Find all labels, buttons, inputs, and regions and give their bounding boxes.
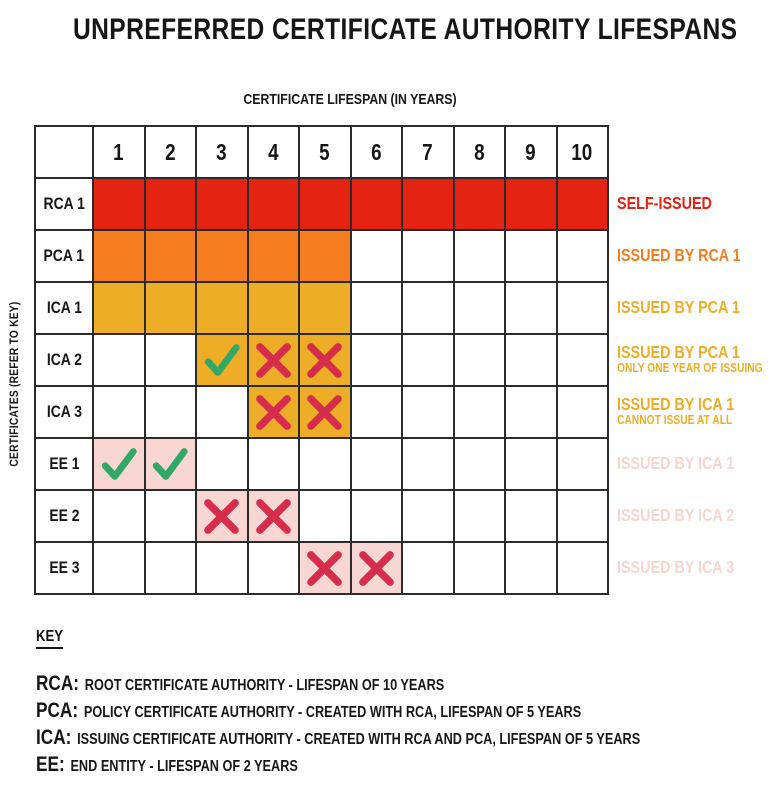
grid-cell [197, 439, 249, 491]
grid-cell [506, 387, 558, 439]
row-annotation-text [617, 194, 740, 213]
row-annotation-text [617, 454, 740, 473]
key-entry [36, 726, 640, 753]
grid-cell [558, 491, 610, 543]
column-header [94, 127, 146, 179]
annotation-main: ISSUED BY ICA 3 [617, 556, 735, 577]
column-header-label: 1 [113, 138, 124, 165]
key-entries [36, 672, 768, 780]
grid-cell [403, 439, 455, 491]
cross-icon [354, 546, 399, 591]
grid-cell [352, 387, 404, 439]
grid-cell-filled [249, 283, 301, 335]
grid-cell [558, 387, 610, 439]
column-header-label: 2 [164, 138, 176, 165]
grid-cell-filled [300, 543, 352, 595]
row-label [36, 231, 94, 283]
row-label [36, 439, 94, 491]
grid-cell-filled [197, 491, 249, 543]
grid-cell [403, 387, 455, 439]
row-annotation-text [617, 298, 740, 317]
cross-icon [251, 390, 296, 435]
row-label-text: ICA 2 [46, 350, 82, 369]
key-section [36, 628, 768, 780]
column-header-label: 10 [571, 138, 593, 165]
column-header [455, 127, 507, 179]
column-header-label: 4 [267, 138, 279, 165]
row-annotation-text [617, 342, 763, 375]
grid-cell [249, 439, 301, 491]
row-annotation [617, 333, 767, 385]
grid-cell-filled [94, 231, 146, 283]
row-label-text: EE 3 [48, 558, 80, 577]
cross-icon [302, 338, 347, 383]
column-header [249, 127, 301, 179]
row-annotation [617, 489, 767, 541]
grid-cell [352, 335, 404, 387]
grid-cell-filled [300, 179, 352, 231]
key-entry-abbr: PCA: [36, 699, 79, 722]
annotation-main: ISSUED BY PCA 1 [617, 296, 740, 317]
row-label-text: EE 1 [48, 454, 80, 473]
row-label [36, 543, 94, 595]
row-label-text: RCA 1 [43, 194, 85, 213]
grid-cell-filled [352, 179, 404, 231]
column-header-label: 5 [319, 138, 330, 165]
key-entry [36, 753, 640, 780]
grid-cell [94, 335, 146, 387]
row-label [36, 387, 94, 439]
annotation-main: SELF-ISSUED [617, 192, 712, 213]
row-annotation [617, 385, 767, 437]
row-annotation [617, 437, 767, 489]
grid-cell [352, 439, 404, 491]
check-icon [200, 338, 244, 382]
grid-cell-filled [403, 179, 455, 231]
grid-cell [94, 491, 146, 543]
grid-cell [455, 387, 507, 439]
key-entry-text: ROOT CERTIFICATE AUTHORITY - LIFESPAN OF 10 YEARS [84, 677, 445, 694]
column-header-label: 6 [370, 138, 382, 165]
page-title [0, 13, 768, 47]
row-annotation-text [617, 246, 740, 265]
corner-cell [36, 127, 94, 179]
annotation-main: ISSUED BY PCA 1 [617, 342, 740, 362]
key-entry-text: ISSUING CERTIFICATE AUTHORITY - CREATED WITH RCA AND PCA, LIFESPAN OF 5 YEARS [77, 731, 641, 748]
column-header [506, 127, 558, 179]
grid-cell-filled [558, 179, 610, 231]
column-header-label: 8 [473, 138, 485, 165]
column-header [403, 127, 455, 179]
key-entry-text: END ENTITY - LIFESPAN OF 2 YEARS [70, 758, 298, 775]
row-annotation-text [617, 395, 740, 427]
grid-cell [300, 491, 352, 543]
column-header-label: 7 [422, 138, 433, 165]
grid-cell-filled [249, 387, 301, 439]
row-label-text: ICA 3 [46, 402, 82, 421]
grid-cell-filled [300, 231, 352, 283]
cross-icon [251, 338, 296, 383]
grid-cell [506, 335, 558, 387]
grid-cell [403, 283, 455, 335]
grid-cell-filled [146, 179, 198, 231]
grid-cell [403, 543, 455, 595]
key-entry-text: POLICY CERTIFICATE AUTHORITY - CREATED WITH RCA, LIFESPAN OF 5 YEARS [83, 704, 582, 721]
grid-cell [94, 543, 146, 595]
grid-cell [506, 491, 558, 543]
column-header [146, 127, 198, 179]
grid-cell [558, 335, 610, 387]
grid-cell [558, 231, 610, 283]
grid-cell [352, 491, 404, 543]
annotation-main: ISSUED BY ICA 1 [617, 394, 735, 414]
grid-cell [558, 543, 610, 595]
grid-cell [403, 231, 455, 283]
cross-icon [302, 546, 347, 591]
grid-cell [403, 335, 455, 387]
grid-cell [455, 543, 507, 595]
key-entry-abbr: EE: [36, 753, 65, 776]
grid-cell-filled [352, 543, 404, 595]
grid-cell [558, 283, 610, 335]
grid-cell [300, 439, 352, 491]
grid-cell [197, 543, 249, 595]
key-entry [36, 672, 640, 699]
grid-cell-filled [94, 439, 146, 491]
grid-cell [197, 387, 249, 439]
row-annotation-text [617, 506, 740, 525]
column-header [300, 127, 352, 179]
key-entry-abbr: ICA: [36, 726, 72, 749]
annotation-main: ISSUED BY ICA 2 [617, 504, 735, 525]
row-label [36, 283, 94, 335]
row-annotation-text [617, 558, 740, 577]
cross-icon [199, 494, 244, 539]
grid-cell [146, 491, 198, 543]
grid-cell-filled [300, 335, 352, 387]
row-label [36, 335, 94, 387]
check-icon [148, 442, 192, 486]
grid-cell [455, 439, 507, 491]
grid-cell-filled [249, 491, 301, 543]
grid-cell [146, 387, 198, 439]
key-entry-abbr: RCA: [36, 672, 80, 695]
annotation-main: ISSUED BY RCA 1 [617, 244, 741, 265]
grid-cell [146, 543, 198, 595]
grid-cell-filled [146, 283, 198, 335]
row-annotation [617, 177, 767, 229]
grid-cell-filled [197, 231, 249, 283]
column-header-label: 3 [216, 138, 227, 165]
grid-cell [146, 335, 198, 387]
grid-cell [352, 231, 404, 283]
row-label-text: EE 2 [48, 506, 80, 525]
grid-cell [455, 335, 507, 387]
grid-cell-filled [197, 179, 249, 231]
column-axis-title [92, 91, 609, 109]
grid-cell [558, 439, 610, 491]
grid-cell-filled [249, 335, 301, 387]
row-annotation [617, 229, 767, 281]
lifespan-grid [34, 125, 609, 595]
grid-cell-filled [455, 179, 507, 231]
row-label [36, 179, 94, 231]
row-annotation [617, 541, 767, 593]
grid-cell [352, 283, 404, 335]
grid-cell-filled [300, 283, 352, 335]
grid-cell [94, 387, 146, 439]
page-title-text: UNPREFERRED CERTIFICATE AUTHORITY LIFESPANS [72, 13, 738, 46]
grid-cell-filled [249, 231, 301, 283]
annotation-main: ISSUED BY ICA 1 [617, 452, 735, 473]
grid-cell-filled [249, 179, 301, 231]
annotation-sub: ONLY ONE YEAR OF ISSUING [617, 361, 763, 375]
grid-cell-filled [146, 439, 198, 491]
grid-cell [506, 439, 558, 491]
grid-cell-filled [197, 283, 249, 335]
grid-cell-filled [94, 179, 146, 231]
grid-cell [506, 231, 558, 283]
row-label-text: PCA 1 [43, 246, 85, 265]
cross-icon [302, 390, 347, 435]
grid-cell [455, 283, 507, 335]
grid-cell-filled [506, 179, 558, 231]
cross-icon [251, 494, 296, 539]
column-header [558, 127, 610, 179]
key-entry [36, 699, 640, 726]
row-annotation [617, 281, 767, 333]
grid-cell [455, 491, 507, 543]
column-header [352, 127, 404, 179]
row-axis-label: CERTIFICATES (REFER TO KEY) [7, 301, 21, 467]
annotation-sub: CANNOT ISSUE AT ALL [617, 413, 733, 427]
check-icon [97, 442, 141, 486]
grid-cell-filled [300, 387, 352, 439]
column-header-label: 9 [525, 138, 536, 165]
grid-cell [455, 231, 507, 283]
grid-cell [506, 283, 558, 335]
row-label-text: ICA 1 [46, 298, 82, 317]
grid-cell [403, 491, 455, 543]
grid-cell [506, 543, 558, 595]
grid-cell-filled [94, 283, 146, 335]
key-title [36, 628, 768, 649]
grid-cell [249, 543, 301, 595]
column-axis-title-text: CERTIFICATE LIFESPAN (IN YEARS) [243, 91, 458, 108]
grid-cell-filled [197, 335, 249, 387]
row-label [36, 491, 94, 543]
column-header [197, 127, 249, 179]
key-title-text: KEY [36, 628, 63, 649]
grid-cell-filled [146, 231, 198, 283]
